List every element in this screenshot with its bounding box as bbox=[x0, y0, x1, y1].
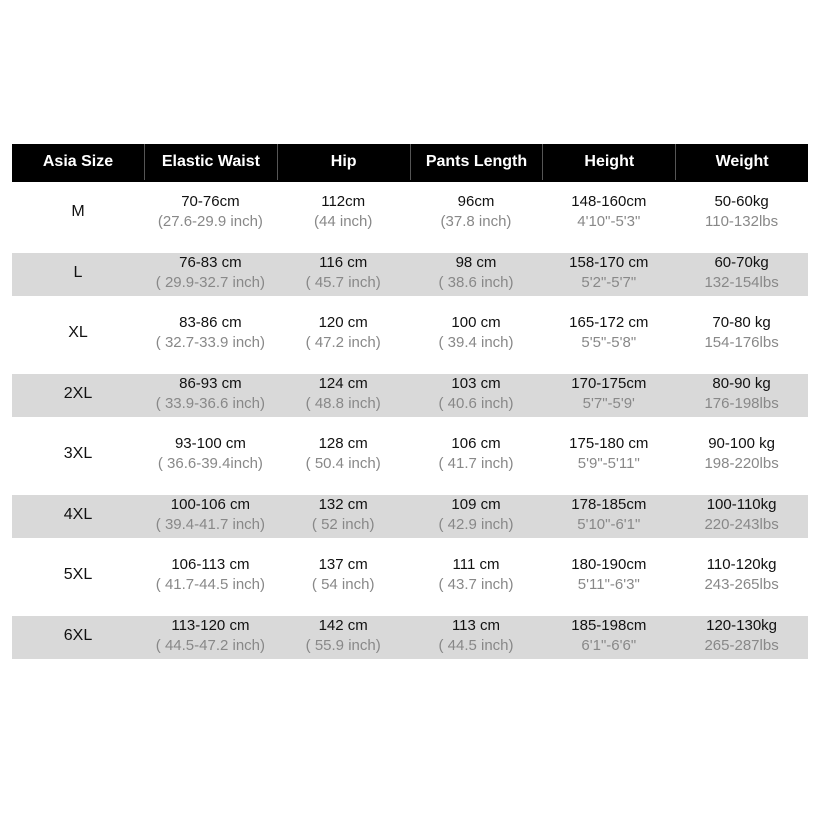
cell-hip bbox=[277, 606, 410, 667]
weight-metric-value: 120-130kg bbox=[706, 616, 778, 634]
hip-imperial-value: (44 inch) bbox=[314, 213, 373, 231]
weight-metric-value: 60-70kg bbox=[714, 253, 769, 271]
cell-weight bbox=[675, 485, 808, 546]
weight-imperial-value: 243-265lbs bbox=[704, 576, 779, 594]
cell-weight bbox=[675, 545, 808, 606]
weight-metric-value: 50-60kg bbox=[714, 193, 769, 211]
size-chart-table bbox=[12, 144, 808, 666]
cell-elastic-waist bbox=[144, 545, 277, 606]
elastic-waist-imperial-value: ( 29.9-32.7 inch) bbox=[155, 273, 266, 291]
table-body bbox=[12, 182, 808, 666]
cell-height bbox=[542, 364, 675, 425]
pants-length-metric-value: 111 cm bbox=[452, 556, 500, 574]
hip-metric-value: 142 cm bbox=[318, 616, 368, 634]
cell-weight bbox=[675, 303, 808, 364]
size-label: 2XL bbox=[63, 384, 93, 402]
row-cells bbox=[12, 424, 808, 485]
cell-hip bbox=[277, 424, 410, 485]
table-header-row bbox=[12, 144, 808, 182]
cell-hip bbox=[277, 545, 410, 606]
weight-imperial-value: 132-154lbs bbox=[704, 273, 779, 291]
hip-imperial-value: ( 50.4 inch) bbox=[305, 455, 381, 473]
cell-asia-size bbox=[12, 545, 144, 606]
pants-length-metric-value: 109 cm bbox=[451, 495, 501, 513]
pants-length-imperial-value: ( 38.6 inch) bbox=[438, 273, 514, 291]
elastic-waist-imperial-value: ( 41.7-44.5 inch) bbox=[155, 576, 266, 594]
pants-length-metric-value: 98 cm bbox=[455, 253, 497, 271]
table-row bbox=[12, 182, 808, 243]
height-imperial-value: 6'1"-6'6" bbox=[581, 636, 637, 654]
height-metric-value: 165-172 cm bbox=[569, 314, 649, 332]
elastic-waist-metric-value: 93-100 cm bbox=[174, 435, 246, 453]
cell-asia-size bbox=[12, 303, 144, 364]
cell-pants-length bbox=[410, 424, 543, 485]
hip-metric-value: 116 cm bbox=[319, 253, 368, 271]
hip-metric-value: 112cm bbox=[321, 193, 366, 211]
pants-length-imperial-value: ( 44.5 inch) bbox=[438, 636, 514, 654]
hip-imperial-value: ( 45.7 inch) bbox=[305, 273, 381, 291]
cell-elastic-waist bbox=[144, 424, 277, 485]
pants-length-metric-value: 100 cm bbox=[451, 314, 501, 332]
cell-hip bbox=[277, 485, 410, 546]
cell-pants-length bbox=[410, 303, 543, 364]
cell-elastic-waist bbox=[144, 485, 277, 546]
pants-length-metric-value: 106 cm bbox=[451, 435, 501, 453]
height-metric-value: 185-198cm bbox=[571, 616, 647, 634]
cell-height bbox=[542, 606, 675, 667]
row-cells bbox=[12, 243, 808, 304]
cell-height bbox=[542, 303, 675, 364]
size-label: 6XL bbox=[63, 626, 93, 644]
hip-metric-value: 137 cm bbox=[318, 556, 368, 574]
table-row bbox=[12, 243, 808, 304]
table-row bbox=[12, 606, 808, 667]
height-metric-value: 180-190cm bbox=[571, 556, 647, 574]
row-cells bbox=[12, 303, 808, 364]
row-cells bbox=[12, 606, 808, 667]
header-asia-size: Asia Size bbox=[12, 144, 145, 180]
header-elastic-waist: Elastic Waist bbox=[145, 144, 278, 180]
hip-metric-value: 124 cm bbox=[318, 374, 368, 392]
header-pants-length: Pants Length bbox=[411, 144, 544, 180]
height-metric-value: 178-185cm bbox=[571, 495, 647, 513]
weight-metric-value: 90-100 kg bbox=[708, 435, 775, 453]
cell-asia-size bbox=[12, 485, 144, 546]
height-metric-value: 148-160cm bbox=[571, 193, 647, 211]
elastic-waist-metric-value: 76-83 cm bbox=[179, 253, 242, 271]
elastic-waist-metric-value: 70-76cm bbox=[181, 193, 240, 211]
table-row bbox=[12, 364, 808, 425]
cell-weight bbox=[675, 243, 808, 304]
cell-elastic-waist bbox=[144, 303, 277, 364]
cell-elastic-waist bbox=[144, 364, 277, 425]
cell-weight bbox=[675, 364, 808, 425]
elastic-waist-metric-value: 83-86 cm bbox=[179, 314, 242, 332]
pants-length-imperial-value: (37.8 inch) bbox=[440, 213, 512, 231]
row-cells bbox=[12, 182, 808, 243]
cell-pants-length bbox=[410, 485, 543, 546]
hip-imperial-value: ( 52 inch) bbox=[311, 515, 375, 533]
weight-metric-value: 70-80 kg bbox=[712, 314, 771, 332]
table-row bbox=[12, 424, 808, 485]
elastic-waist-metric-value: 100-106 cm bbox=[170, 495, 250, 513]
cell-height bbox=[542, 243, 675, 304]
weight-imperial-value: 110-132lbs bbox=[705, 213, 779, 231]
hip-imperial-value: ( 54 inch) bbox=[311, 576, 375, 594]
table-row bbox=[12, 303, 808, 364]
cell-weight bbox=[675, 182, 808, 243]
weight-imperial-value: 154-176lbs bbox=[704, 334, 779, 352]
cell-height bbox=[542, 545, 675, 606]
cell-pants-length bbox=[410, 243, 543, 304]
elastic-waist-metric-value: 113-120 cm bbox=[171, 616, 250, 634]
cell-hip bbox=[277, 303, 410, 364]
table-row bbox=[12, 485, 808, 546]
hip-imperial-value: ( 48.8 inch) bbox=[305, 394, 381, 412]
row-cells bbox=[12, 364, 808, 425]
cell-elastic-waist bbox=[144, 243, 277, 304]
elastic-waist-imperial-value: ( 36.6-39.4inch) bbox=[157, 455, 263, 473]
size-label: M bbox=[71, 203, 85, 221]
cell-height bbox=[542, 182, 675, 243]
cell-elastic-waist bbox=[144, 182, 277, 243]
weight-metric-value: 100-110kg bbox=[706, 495, 777, 513]
elastic-waist-imperial-value: (27.6-29.9 inch) bbox=[157, 213, 263, 231]
weight-imperial-value: 176-198lbs bbox=[704, 394, 779, 412]
height-imperial-value: 5'11"-6'3" bbox=[577, 576, 640, 594]
pants-length-imperial-value: ( 43.7 inch) bbox=[438, 576, 514, 594]
height-imperial-value: 5'7"-5'9' bbox=[582, 394, 635, 412]
header-weight: Weight bbox=[715, 153, 769, 170]
cell-elastic-waist bbox=[144, 606, 277, 667]
elastic-waist-imperial-value: ( 32.7-33.9 inch) bbox=[155, 334, 266, 352]
table-row bbox=[12, 545, 808, 606]
height-metric-value: 170-175cm bbox=[571, 374, 647, 392]
cell-weight bbox=[675, 424, 808, 485]
row-cells bbox=[12, 485, 808, 546]
elastic-waist-imperial-value: ( 39.4-41.7 inch) bbox=[155, 515, 266, 533]
cell-asia-size bbox=[12, 182, 144, 243]
cell-pants-length bbox=[410, 182, 543, 243]
height-imperial-value: 5'5"-5'8" bbox=[581, 334, 637, 352]
cell-height bbox=[542, 424, 675, 485]
cell-pants-length bbox=[410, 545, 543, 606]
cell-asia-size bbox=[12, 364, 144, 425]
pants-length-imperial-value: ( 41.7 inch) bbox=[438, 455, 514, 473]
cell-asia-size bbox=[12, 243, 144, 304]
cell-hip bbox=[277, 364, 410, 425]
weight-imperial-value: 220-243lbs bbox=[704, 515, 779, 533]
elastic-waist-metric-value: 86-93 cm bbox=[179, 374, 242, 392]
pants-length-metric-value: 103 cm bbox=[451, 374, 501, 392]
height-imperial-value: 5'9"-5'11" bbox=[577, 455, 640, 473]
pants-length-metric-value: 96cm bbox=[457, 193, 495, 211]
cell-asia-size bbox=[12, 424, 144, 485]
pants-length-imperial-value: ( 42.9 inch) bbox=[438, 515, 514, 533]
height-metric-value: 175-180 cm bbox=[569, 435, 649, 453]
weight-metric-value: 110-120kg bbox=[706, 556, 777, 574]
cell-weight bbox=[675, 606, 808, 667]
cell-pants-length bbox=[410, 606, 543, 667]
cell-hip bbox=[277, 182, 410, 243]
weight-imperial-value: 198-220lbs bbox=[704, 455, 779, 473]
size-label: 5XL bbox=[63, 566, 93, 584]
weight-metric-value: 80-90 kg bbox=[712, 374, 771, 392]
weight-imperial-value: 265-287lbs bbox=[704, 636, 779, 654]
elastic-waist-imperial-value: ( 33.9-36.6 inch) bbox=[155, 394, 266, 412]
cell-asia-size bbox=[12, 606, 144, 667]
height-imperial-value: 5'2"-5'7" bbox=[581, 273, 637, 291]
height-imperial-value: 5'10"-6'1" bbox=[577, 515, 641, 533]
pants-length-metric-value: 113 cm bbox=[451, 616, 501, 634]
row-cells bbox=[12, 545, 808, 606]
size-label: 4XL bbox=[63, 505, 93, 523]
hip-metric-value: 120 cm bbox=[318, 314, 368, 332]
header-height: Height bbox=[543, 144, 676, 180]
pants-length-imperial-value: ( 40.6 inch) bbox=[438, 394, 514, 412]
size-label: XL bbox=[68, 324, 88, 342]
cell-hip bbox=[277, 243, 410, 304]
hip-imperial-value: ( 55.9 inch) bbox=[305, 636, 381, 654]
size-label: 3XL bbox=[63, 445, 93, 463]
cell-height bbox=[542, 485, 675, 546]
elastic-waist-metric-value: 106-113 cm bbox=[171, 556, 250, 574]
header-hip: Hip bbox=[278, 144, 411, 180]
pants-length-imperial-value: ( 39.4 inch) bbox=[438, 334, 514, 352]
hip-imperial-value: ( 47.2 inch) bbox=[305, 334, 381, 352]
hip-metric-value: 128 cm bbox=[318, 435, 368, 453]
hip-metric-value: 132 cm bbox=[318, 495, 368, 513]
size-label: L bbox=[73, 263, 83, 281]
height-metric-value: 158-170 cm bbox=[569, 253, 649, 271]
elastic-waist-imperial-value: ( 44.5-47.2 inch) bbox=[155, 636, 266, 654]
cell-pants-length bbox=[410, 364, 543, 425]
height-imperial-value: 4'10"-5'3" bbox=[577, 213, 641, 231]
